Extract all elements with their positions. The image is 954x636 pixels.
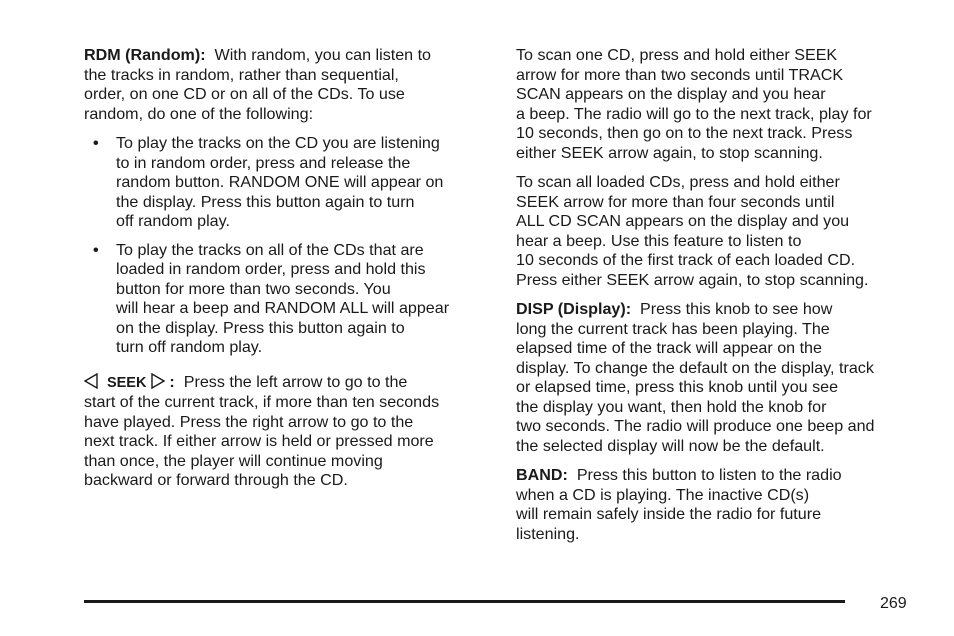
scan-one-line-2: SCAN appears on the display and you hear <box>516 85 826 103</box>
bullet-one-line-0: To play the tracks on the CD you are listening <box>116 134 440 152</box>
bullet-one-line-2: random button. RANDOM ONE will appear on <box>116 173 444 191</box>
seek-term: SEEK <box>106 374 147 391</box>
seek-paragraph <box>84 372 494 491</box>
band-line-2: will remain safely inside the radio for future <box>516 505 822 523</box>
scan-all-paragraph <box>516 173 926 290</box>
disp-term: DISP (Display): <box>516 300 632 318</box>
rdm-text-0: With random, you can listen to <box>214 46 432 64</box>
seek-line-1: start of the current track, if more than ten seconds <box>84 393 440 411</box>
rdm-line-3: random, do one of the following: <box>84 104 314 123</box>
bullet-all-line-2: button for more than two seconds. You <box>116 279 391 298</box>
footer-rule <box>84 600 845 603</box>
rdm-bullet-one <box>84 134 494 232</box>
rdm-term: RDM (Random): <box>84 46 206 64</box>
band-line-3: listening. <box>516 524 580 543</box>
rdm-line-1: the tracks in random, rather than sequential, <box>84 65 399 84</box>
bullet-all-line-3: will hear a beep and RANDOM ALL will appear <box>116 299 450 317</box>
scan-one-line-0: To scan one CD, press and hold either SEEK <box>516 46 838 64</box>
bullet-all-line-0: To play the tracks on all of the CDs that are <box>116 240 424 259</box>
scan-one-line-3: a beep. The radio will go to the next track, play for <box>516 104 872 123</box>
rdm-paragraph <box>84 46 494 124</box>
band-text-0: Press this button to listen to the radio <box>576 466 842 484</box>
disp-line-1: long the current track has been playing. The <box>516 319 830 338</box>
bullet-dot-icon: • <box>93 134 99 152</box>
bullet-all-line-4: on the display. Press this button again to <box>116 318 405 337</box>
scan-one-line-5: either SEEK arrow again, to stop scanning. <box>516 143 823 162</box>
bullet-dot-icon: • <box>93 240 99 259</box>
seek-line-3: next track. If either arrow is held or pressed more <box>84 432 434 450</box>
rdm-line-2: order, on one CD or on all of the CDs. To use <box>84 85 405 103</box>
bullet-one-line-3: the display. Press this button again to turn <box>116 192 415 211</box>
rdm-bullet-list <box>84 134 494 358</box>
band-paragraph <box>516 466 926 544</box>
band-term: BAND: <box>516 466 568 484</box>
seek-line-5: backward or forward through the CD. <box>84 471 348 489</box>
disp-line-4: or elapsed time, press this knob until you see <box>516 378 839 396</box>
bullet-one-line-4: off random play. <box>116 212 230 230</box>
scan-one-paragraph <box>516 46 926 163</box>
disp-line-2: elapsed time of the track will appear on the <box>516 339 822 357</box>
scan-all-line-0: To scan all loaded CDs, press and hold either <box>516 173 840 191</box>
right-column <box>516 46 926 554</box>
rdm-line-0 <box>84 46 494 66</box>
scan-all-line-4: 10 seconds of the first track of each loaded CD. <box>516 251 856 269</box>
scan-all-line-3: hear a beep. Use this feature to listen to <box>516 231 802 250</box>
disp-paragraph <box>516 300 926 456</box>
bullet-all-line-1: loaded in random order, press and hold this <box>116 260 426 278</box>
scan-one-line-4: 10 seconds, then go on to the next track. Press <box>516 124 853 142</box>
left-column <box>84 46 494 501</box>
disp-text-0: Press this knob to see how <box>640 300 833 318</box>
seek-line-4: than once, the player will continue moving <box>84 451 383 470</box>
disp-line-6: two seconds. The radio will produce one beep and <box>516 417 875 435</box>
disp-line-5: the display you want, then hold the knob for <box>516 397 827 416</box>
scan-all-line-5: Press either SEEK arrow again, to stop scanning. <box>516 270 869 289</box>
seek-colon: : <box>169 372 175 391</box>
seek-left-arrow-icon <box>84 372 98 391</box>
rdm-bullet-all <box>84 241 494 358</box>
bullet-all-line-5: turn off random play. <box>116 338 263 356</box>
band-line-1: when a CD is playing. The inactive CD(s) <box>516 485 810 504</box>
scan-all-line-2: ALL CD SCAN appears on the display and you <box>516 212 850 230</box>
page-number: 269 <box>880 595 907 612</box>
disp-line-0 <box>516 300 926 320</box>
seek-line-2: have played. Press the right arrow to go to the <box>84 412 414 431</box>
scan-all-line-1: SEEK arrow for more than four seconds until <box>516 192 835 211</box>
band-line-0 <box>516 466 926 486</box>
disp-line-3: display. To change the default on the display, track <box>516 358 874 377</box>
seek-text-0: Press the left arrow to go to the <box>183 372 408 391</box>
scan-one-line-1: arrow for more than two seconds until TRACK <box>516 65 844 84</box>
seek-right-arrow-icon <box>151 372 165 391</box>
disp-line-7: the selected display will now be the default. <box>516 436 825 455</box>
bullet-one-line-1: to in random order, press and release the <box>116 153 411 172</box>
seek-line-0 <box>84 372 494 394</box>
